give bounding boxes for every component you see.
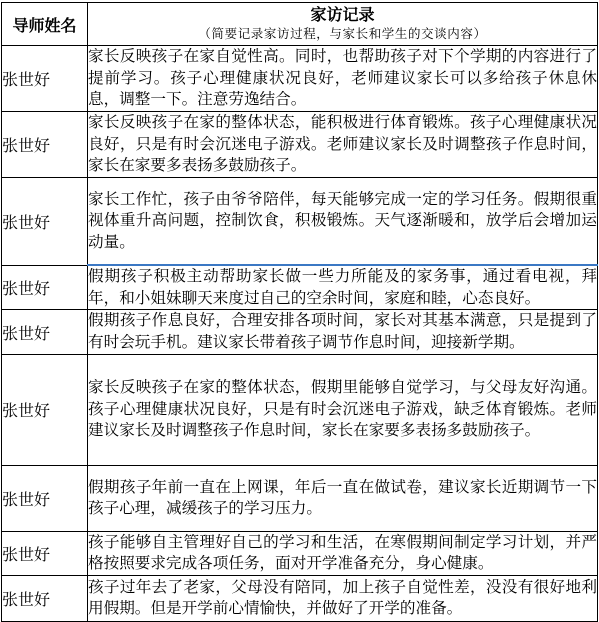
mentor-name-cell: 张世好 xyxy=(2,265,88,310)
table-row xyxy=(2,531,598,575)
mentor-name-cell: 张世好 xyxy=(2,46,88,112)
table-row xyxy=(2,354,598,465)
mentor-name-cell: 张世好 xyxy=(2,465,88,531)
table-row xyxy=(2,310,598,354)
mentor-name-cell: 张世好 xyxy=(2,112,88,178)
mentor-name-cell: 张世好 xyxy=(2,575,88,621)
table-row xyxy=(2,465,598,531)
table-row xyxy=(2,265,598,310)
visit-record-cell: 家长反映孩子在家的整体状态，假期里能够自觉学习，与父母友好沟通。孩子心理健康状况良好，只是有时会沉迷电子游戏，缺乏体育锻炼。老师建议家长及时调整孩子作息时间，家长在家要多表扬多鼓励孩子。 xyxy=(88,354,598,465)
visit-record-cell: 家长工作忙，孩子由爷爷陪伴，每天能够完成一定的学习任务。假期很重视体重升高问题，控制饮食，积极锻炼。天气逐渐暖和，放学后会增加运动量。 xyxy=(88,177,598,265)
record-header-title: 家访记录 xyxy=(310,5,375,24)
mentor-name-cell: 张世好 xyxy=(2,531,88,575)
table-row xyxy=(2,575,598,621)
visit-record-cell: 假期孩子作息良好，合理安排各项时间，家长对其基本满意，只是提到了有时会玩手机。建议家长带着孩子调节作息时间，迎接新学期。 xyxy=(88,310,598,354)
home-visit-table xyxy=(1,2,598,622)
visit-record-cell: 孩子能够自主管理好自己的学习和生活，在寒假期间制定学习计划，并严格按照要求完成各项任务，面对开学准备充分，身心健康。 xyxy=(88,531,598,575)
visit-record-cell: 假期孩子积极主动帮助家长做一些力所能及的家务事，通过看电视，拜年，和小姐妹聊天来度过自己的空余时间，家庭和睦，心态良好。 xyxy=(88,265,598,310)
table-body xyxy=(2,46,598,622)
table-row xyxy=(2,46,598,112)
mentor-name-header: 导师姓名 xyxy=(2,3,88,46)
mentor-name-cell: 张世好 xyxy=(2,177,88,265)
visit-record-cell: 家长反映孩子在家的整体状态，能积极进行体育锻炼。孩子心理健康状况良好，只是有时会沉迷电子游戏。老师建议家长及时调整孩子作息时间，家长在家要多表扬多鼓励孩子。 xyxy=(88,112,598,178)
table-row xyxy=(2,112,598,178)
visit-record-cell: 家长反映孩子在家自觉性高。同时，也帮助孩子对下个学期的内容进行了提前学习。孩子心理健康状况良好，老师建议家长可以多给孩子休息休息，调整一下。注意劳逸结合。 xyxy=(88,46,598,112)
record-header-subtitle: （简要记录家访过程，与家长和学生的交谈内容） xyxy=(198,26,487,41)
table-row xyxy=(2,177,598,265)
visit-record-cell: 孩子过年去了老家，父母没有陪同，加上孩子自觉性差，没没有很好地利用假期。但是开学前心情愉快，并做好了开学的准备。 xyxy=(88,575,598,621)
visit-record-cell: 假期孩子年前一直在上网课，年后一直在做试卷，建议家长近期调节一下孩子心理，减缓孩子的学习压力。 xyxy=(88,465,598,531)
header-row xyxy=(2,3,598,46)
record-header xyxy=(88,3,598,46)
mentor-name-cell: 张世好 xyxy=(2,310,88,354)
mentor-name-cell: 张世好 xyxy=(2,354,88,465)
